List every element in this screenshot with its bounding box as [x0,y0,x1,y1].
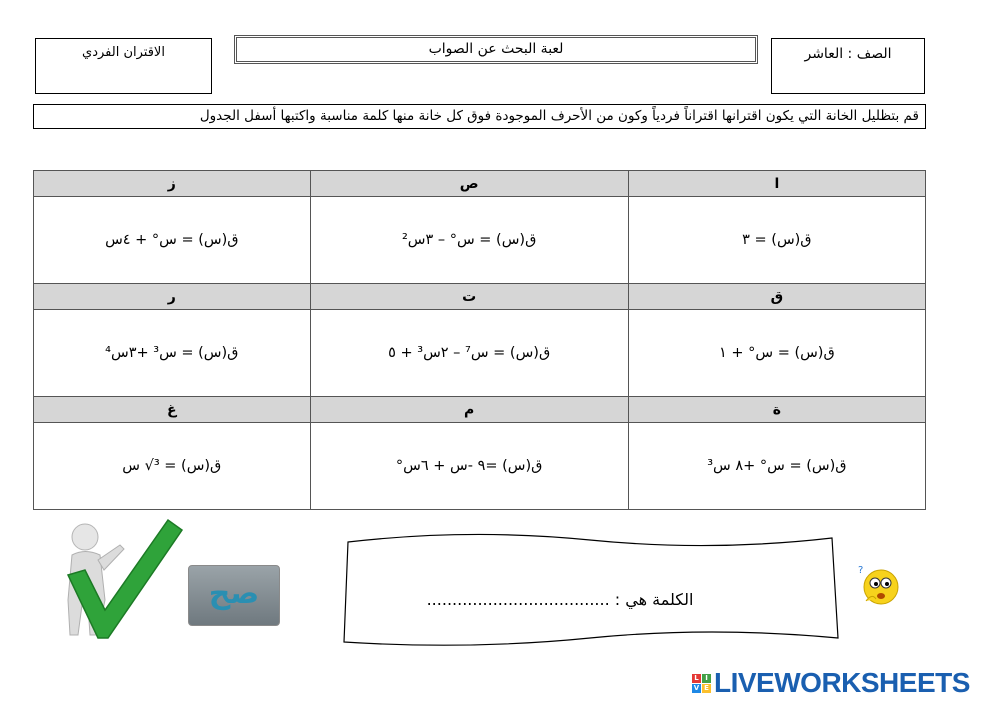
function-row [34,197,926,284]
grade-box [771,38,925,94]
letter-cell: ز [34,171,311,197]
function-cell[interactable]: ق(س) = س° + ١ [628,310,925,397]
letter-cell: غ [34,397,311,423]
topic-box [35,38,212,94]
function-cell[interactable]: ق(س) = س³ +٣س⁴ [34,310,311,397]
function-cell[interactable]: ق(س) = س° + ٤س [34,197,311,284]
logo-square: I [702,674,711,683]
grade-label: الصف : العاشر [804,46,892,62]
topic-label: الاقتران الفردي [82,45,165,60]
letter-cell: ت [310,284,628,310]
letter-cell: ر [34,284,311,310]
letter-row [34,171,926,197]
function-cell[interactable]: ق(س) = س⁷ – ٢س³ + ٥ [310,310,628,397]
function-row [34,310,926,397]
page-title: لعبة البحث عن الصواب [428,41,564,57]
instructions-box [33,104,926,129]
svg-text:?: ? [858,565,864,576]
title-box [234,35,758,64]
letter-row [34,397,926,423]
letter-cell: ا [628,171,925,197]
function-cell[interactable]: ق(س) = س° +٨ س³ [628,423,925,510]
function-grid [33,170,926,510]
letter-row [34,284,926,310]
letter-cell: ة [628,397,925,423]
correct-badge-text: صح [208,576,260,611]
function-row [34,423,926,510]
letter-cell: ق [628,284,925,310]
letter-cell: ص [310,171,628,197]
function-cell[interactable]: ق(س) = ³√ س [34,423,311,510]
logo-square: V [693,683,700,692]
correct-badge [188,565,280,626]
function-cell[interactable]: ق(س) = س° – ٣س² [310,197,628,284]
checkmark-figure-icon [50,515,185,640]
function-cell[interactable]: ق(س) =٩ -س + ٦س° [310,423,628,510]
logo-square: E [702,684,711,693]
function-cell[interactable]: ق(س) = ٣ [628,197,925,284]
letter-cell: م [310,397,628,423]
logo-text: LIVEWORKSHEETS [714,667,970,698]
liveworksheets-logo[interactable] [692,668,970,698]
answer-banner [340,530,840,648]
logo-square: L [692,674,701,683]
thinking-emoji-icon [856,563,902,609]
instructions-text: قم بتظليل الخانة التي يكون اقترانها اقتراناً فردياً وكون من الأحرف الموجودة فوق كل خانة منها كلمة مناسبة واكتبها أسفل الجدول [199,108,919,124]
answer-label[interactable]: الكلمة هي : .................................... [426,590,694,609]
logo-squares-icon [692,674,711,693]
